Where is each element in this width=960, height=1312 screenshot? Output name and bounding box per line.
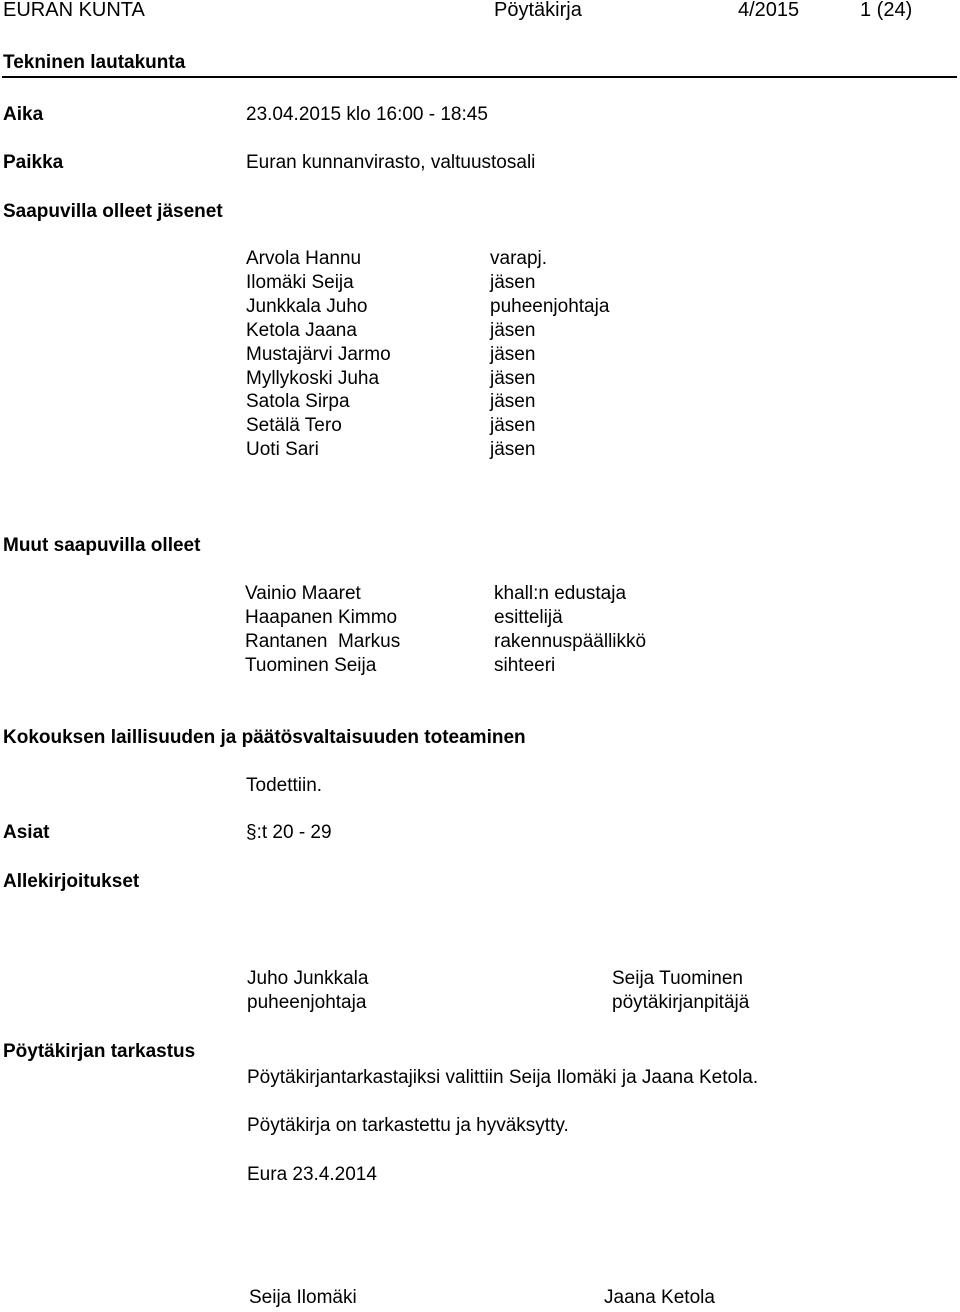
page-number: 1 (24) [860,0,913,21]
review-line-1: Pöytäkirjantarkastajiksi valittiin Seija Ilomäki ja Jaana Ketola. [247,1067,759,1088]
document-type: Pöytäkirja [494,0,582,21]
member-name: Myllykoski Juha [246,368,380,389]
reviewer-1-name: Seija Ilomäki [249,1287,357,1308]
member-name: Arvola Hannu [246,248,362,269]
member-name: Uoti Sari [246,439,319,460]
attendee-role: rakennuspäällikkö [494,631,647,652]
member-name: Ketola Jaana [246,320,357,341]
reviewer-2-name: Jaana Ketola [604,1287,715,1308]
member-name: Mustajärvi Jarmo [246,344,391,365]
matters-label: Asiat [3,822,50,843]
member-name: Satola Sirpa [246,391,350,412]
chair-title: puheenjohtaja [247,992,367,1013]
member-role: jäsen [490,320,536,341]
place-label: Paikka [3,152,64,173]
member-role: jäsen [490,344,536,365]
header-divider [2,76,957,78]
time-label: Aika [3,104,44,125]
member-role: varapj. [490,248,548,269]
attendee-role: sihteeri [494,655,556,676]
member-role: jäsen [490,272,536,293]
member-name: Setälä Tero [246,415,342,436]
member-name: Junkkala Juho [246,296,368,317]
member-role: jäsen [490,368,536,389]
legality-heading: Kokouksen laillisuuden ja päätösvaltaisuuden toteaminen [3,727,526,748]
committee-name: Tekninen lautakunta [3,52,186,73]
attendee-name: Vainio Maaret [245,583,361,604]
attendee-name: Rantanen Markus [245,631,401,652]
review-line-2: Pöytäkirja on tarkastettu ja hyväksytty. [247,1115,569,1136]
attendee-role: khall:n edustaja [494,583,627,604]
time-value: 23.04.2015 klo 16:00 - 18:45 [246,104,488,125]
municipality-name: EURAN KUNTA [3,0,145,21]
attendee-name: Tuominen Seija [245,655,377,676]
place-value: Euran kunnanvirasto, valtuustosali [246,152,536,173]
attendee-name: Haapanen Kimmo [245,607,398,628]
document-number: 4/2015 [738,0,800,21]
member-role: jäsen [490,391,536,412]
member-role: jäsen [490,415,536,436]
secretary-name: Seija Tuominen [612,968,743,989]
attendee-role: esittelijä [494,607,563,628]
others-heading: Muut saapuvilla olleet [3,535,201,556]
signatures-heading: Allekirjoitukset [3,871,140,892]
review-place-date: Eura 23.4.2014 [247,1164,377,1185]
matters-value: §:t 20 - 29 [246,822,332,843]
chair-name: Juho Junkkala [247,968,369,989]
review-heading: Pöytäkirjan tarkastus [3,1041,196,1062]
member-role: jäsen [490,439,536,460]
secretary-title: pöytäkirjanpitäjä [612,992,750,1013]
member-name: Ilomäki Seija [246,272,354,293]
members-heading: Saapuvilla olleet jäsenet [3,201,223,222]
member-role: puheenjohtaja [490,296,610,317]
legality-text: Todettiin. [246,775,323,796]
